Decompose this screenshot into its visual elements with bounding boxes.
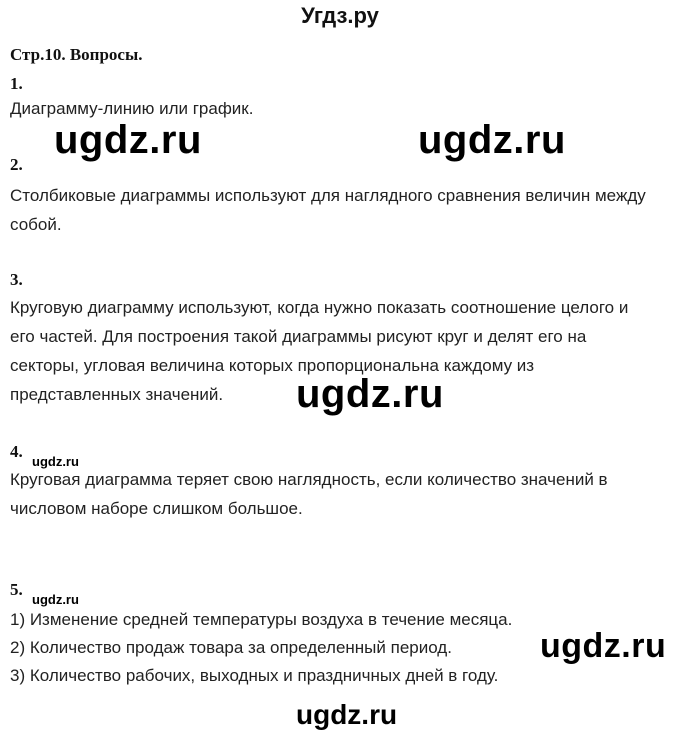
question-number: 3. [10, 270, 23, 289]
watermark: ugdz.ru [418, 118, 566, 162]
answer-line: числовом наборе слишком большое. [10, 499, 303, 518]
page-heading: Стр.10. Вопросы. [10, 45, 143, 64]
answer-line: Круговая диаграмма теряет свою наглядность, если количество значений в [10, 470, 608, 489]
answer-line: 3) Количество рабочих, выходных и праздничных дней в году. [10, 666, 499, 685]
answer-text [10, 465, 670, 523]
answer-line: представленных значений. [10, 385, 224, 404]
question-number: 5. [10, 580, 23, 599]
question-number: 2. [10, 155, 23, 174]
question-number: 1. [10, 74, 23, 93]
answer-text [10, 181, 670, 239]
site-title: Угдз.ру [301, 3, 379, 28]
answer-line: 2) Количество продаж товара за определенный период. [10, 638, 452, 657]
answer-line: его частей. Для построения такой диаграммы рисуют круг и делят его на [10, 327, 587, 346]
watermark: ugdz.ru [540, 627, 667, 665]
answer-line: Столбиковые диаграммы используют для наглядного сравнения величин между [10, 186, 646, 205]
watermark: ugdz.ru [54, 118, 202, 162]
watermark: ugdz.ru [296, 699, 398, 730]
answer-line: собой. [10, 215, 62, 234]
answer-line: Круговую диаграмму используют, когда нужно показать соотношение целого и [10, 298, 629, 317]
answer-text [10, 98, 670, 120]
watermark: ugdz.ru [32, 454, 79, 469]
watermark: ugdz.ru [32, 592, 79, 607]
answer-line: секторы, угловая величина которых пропорциональна каждому из [10, 356, 535, 375]
answer-line: 1) Изменение средней температуры воздуха в течение месяца. [10, 610, 513, 629]
answer-line: Диаграмму-линию или график. [10, 99, 254, 118]
question-number: 4. [10, 442, 23, 461]
watermark: ugdz.ru [296, 372, 444, 416]
